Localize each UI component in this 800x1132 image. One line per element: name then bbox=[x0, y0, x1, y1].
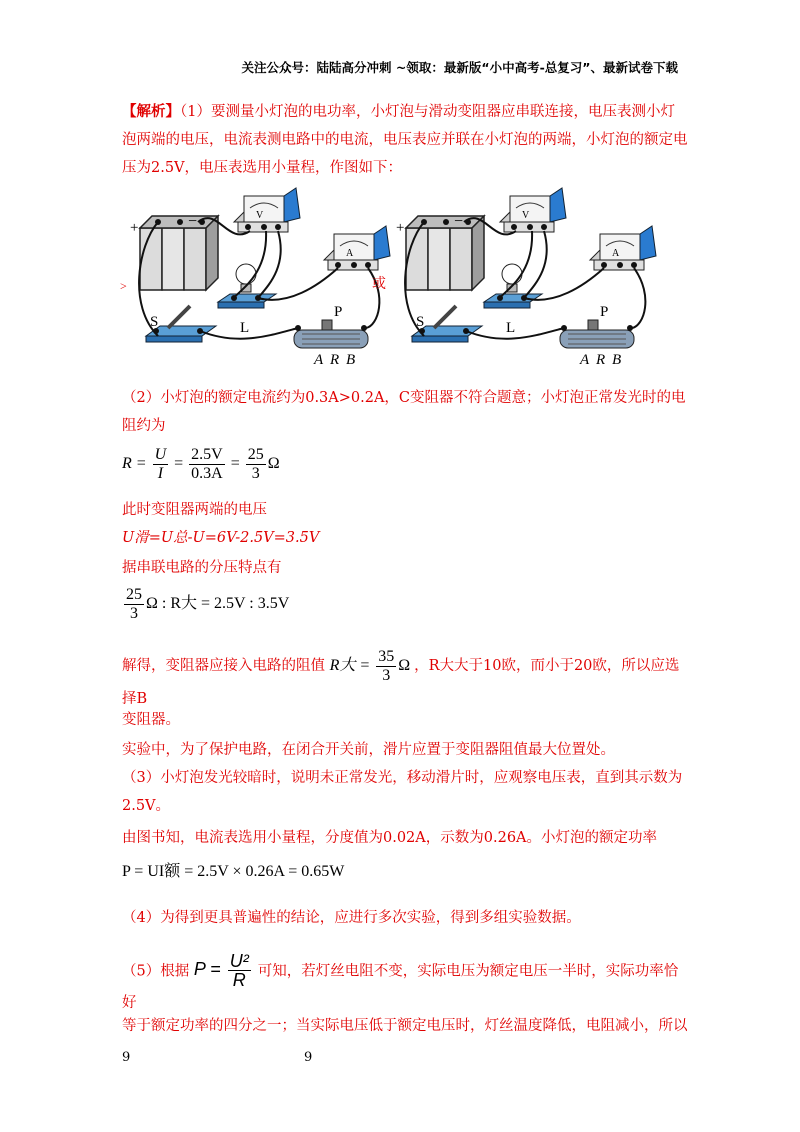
ammeter-label: A bbox=[346, 248, 354, 259]
plus-label: + bbox=[130, 220, 139, 236]
slider-label: P bbox=[334, 304, 343, 320]
circuit-right bbox=[396, 188, 656, 368]
minus-label: − bbox=[188, 213, 198, 230]
equation-ratio: $\frac{25}{3}$ Ω : R大 = 2.5V : 3.5V bbox=[126, 586, 290, 622]
analysis-paragraph-13: 等于额定功率的四分之一；当实际电压低于额定电压时，灯丝温度降低，电阻减小，所以 bbox=[122, 1018, 688, 1034]
analysis-paragraph-2: （2）小灯泡的额定电流约为0.3A>0.2A，C变阻器不符合题意；小灯泡正常发光时的电阻约为 bbox=[122, 390, 686, 434]
analysis-paragraph-7: 变阻器。 bbox=[122, 712, 180, 728]
terminal-r-label: R bbox=[330, 352, 340, 368]
terminal-b-label-right: B bbox=[612, 352, 622, 368]
plus-label-right: + bbox=[396, 220, 405, 236]
analysis-text-1: （1）要测量小灯泡的电功率，小灯泡与滑动变阻器应串联连接，电压表测小灯泡两端的电压，电流表测电路中的电流，电压表应并联在小灯泡的两端，小灯泡的额定电压为2.5V，电压表选用小量程，作图如下： bbox=[122, 104, 688, 176]
terminal-a-label: A bbox=[314, 352, 324, 368]
footer-page-center: 9 bbox=[304, 1050, 313, 1065]
page-header: 关注公众号：陆陆高分冲刺 ~领取：最新版“小中高考-总复习”、最新试卷下载 bbox=[241, 60, 678, 75]
analysis-paragraph-12: （5）根据 P = $\frac{\text{U²}}{R}$ 可知，若灯丝电阻不变，实际电压为额定电压一半时，实际功率恰好 bbox=[122, 951, 679, 1011]
switch-label-right: S bbox=[416, 314, 425, 330]
slider-label-right: P bbox=[600, 304, 609, 320]
analysis-paragraph-1 bbox=[122, 98, 688, 182]
analysis-paragraph-4: U滑=U总-U=6V-2.5V=3.5V bbox=[122, 530, 320, 546]
or-label: 或 bbox=[372, 277, 386, 292]
ammeter-label-right: A bbox=[612, 248, 620, 259]
minus-label-right: − bbox=[454, 213, 464, 230]
analysis-paragraph-5: 据串联电路的分压特点有 bbox=[122, 560, 282, 576]
analysis-paragraph-6: 解得，变阻器应接入电路的阻值 R大 = $\frac{35}{3}$ Ω ，R大大于10欧，而小于20欧，所以应选择B bbox=[122, 648, 680, 707]
voltmeter-label-right: V bbox=[522, 210, 530, 221]
analysis-paragraph-10: 由图书知，电流表选用小量程，分度值为0.02A，示数为0.26A。小灯泡的额定功率 bbox=[122, 830, 658, 846]
footer-page-left: 9 bbox=[122, 1050, 131, 1065]
circuit-left bbox=[130, 188, 390, 368]
terminal-a-label-right: A bbox=[580, 352, 590, 368]
switch-label: S bbox=[150, 314, 159, 330]
analysis-paragraph-11: （4）为得到更具普遍性的结论，应进行多次实验，得到多组实验数据。 bbox=[122, 910, 581, 926]
terminal-r-label-right: R bbox=[596, 352, 606, 368]
equation-power: P = UI额 = 2.5V × 0.26A = 0.65W bbox=[122, 863, 345, 880]
analysis-paragraph-8: 实验中，为了保护电路，在闭合开关前，滑片应置于变阻器阻值最大位置处。 bbox=[122, 742, 615, 758]
equation-resistance: R = $\frac{U}{I}$ = $\frac{2.5V}{0.3A}$ = $\frac{25}{3}$ Ω bbox=[122, 446, 280, 482]
analysis-paragraph-3: 此时变阻器两端的电压 bbox=[122, 502, 267, 518]
analysis-paragraph-9: （3）小灯泡发光较暗时，说明未正常发光，移动滑片时，应观察电压表，直到其示数为2.5V。 bbox=[122, 770, 683, 814]
analysis-tag: 【解析】 bbox=[122, 103, 180, 120]
bulb-label-right: L bbox=[506, 320, 516, 336]
left-arrow-mark: > bbox=[120, 279, 127, 293]
circuit-figure bbox=[118, 186, 698, 368]
terminal-b-label: B bbox=[346, 352, 356, 368]
voltmeter-label: V bbox=[256, 210, 264, 221]
bulb-label: L bbox=[240, 320, 250, 336]
